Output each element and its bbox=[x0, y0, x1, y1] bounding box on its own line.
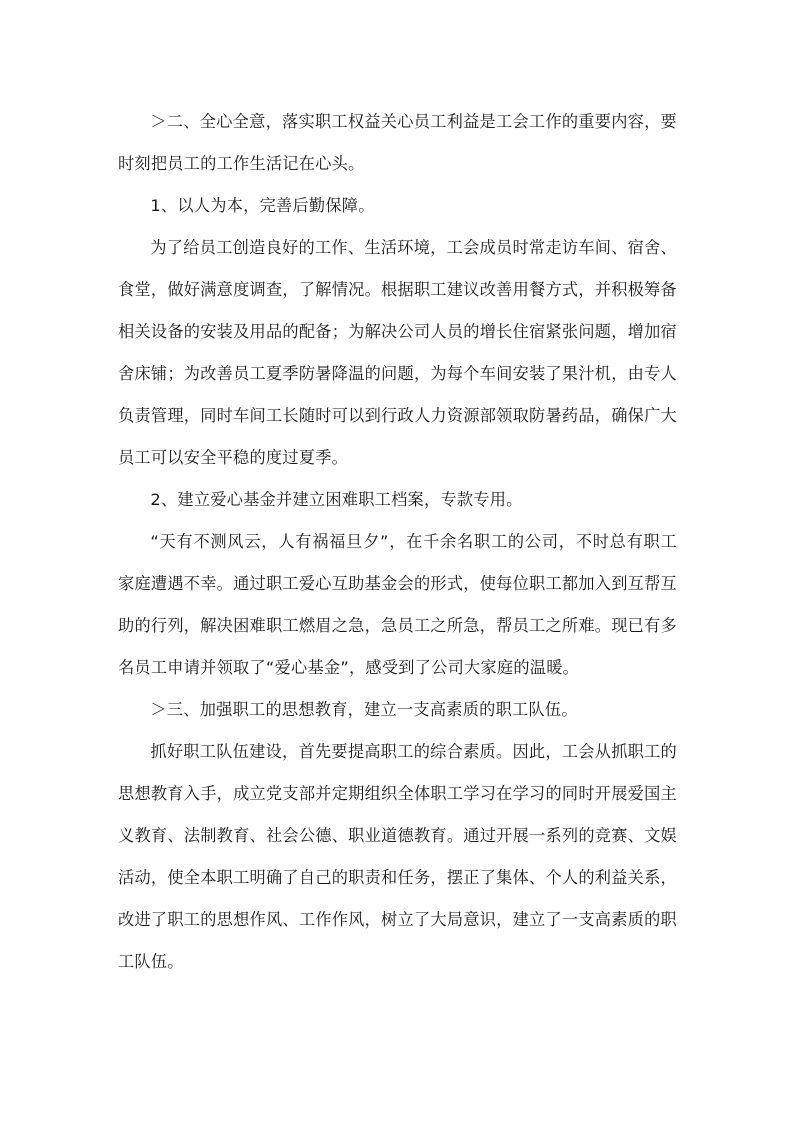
body-paragraph-education: 抓好职工队伍建设，首先要提高职工的综合素质。因此，工会从抓职工的思想教育入手，成立党支部并定期组织全体职工学习在学习的同时开展爱国主义教育、法制教育、社会公德、职业道德教育。通过开展一系列的竞赛、文娱活动，使全本职工明确了自己的职责和任务，摆正了集体、个人的利益关系，改进了职工的思想作风、工作作风，树立了大局意识，建立了一支高素质的职工队伍。 bbox=[118, 742, 677, 971]
body-paragraph-logistics: 为了给员工创造良好的工作、生活环境，工会成员时常走访车间、宿舍、食堂，做好满意度调查，了解情况。根据职工建议改善用餐方式，并积极筹备相关设备的安装及用品的配备；为解决公司人员的增长住宿紧张问题，增加宿舍床铺；为改善员工夏季防暑降温的问题，为每个车间安装了果汁机，由专人负责管理，同时车间工长随时可以到行政人力资源部领取防暑药品，确保广大员工可以安全平稳的度过夏季。 bbox=[118, 238, 677, 467]
document-page bbox=[118, 101, 677, 983]
body-paragraph-love-fund: “天有不测风云，人有祸福旦夕”，在千余名职工的公司，不时总有职工家庭遭遇不幸。通过职工爱心互助基金会的形式，使每位职工都加入到互帮互助的行列，解决困难职工燃眉之急，急员工之所急，帮员工之所难。现已有多名员工申请并领取了“爱心基金”，感受到了公司大家庭的温暖。 bbox=[118, 532, 677, 677]
subheading-logistics: 1、以人为本，完善后勤保障。 bbox=[150, 196, 375, 215]
section-heading-two: ＞二、全心全意，落实职工权益关心员工利益是工会工作的重要内容，要时刻把员工的工作生活记在心头。 bbox=[118, 112, 677, 173]
subheading-love-fund: 2、建立爱心基金并建立困难职工档案，专款专用。 bbox=[150, 490, 523, 509]
section-heading-three: ＞三、加强职工的思想教育，建立一支高素质的职工队伍。 bbox=[150, 700, 578, 719]
